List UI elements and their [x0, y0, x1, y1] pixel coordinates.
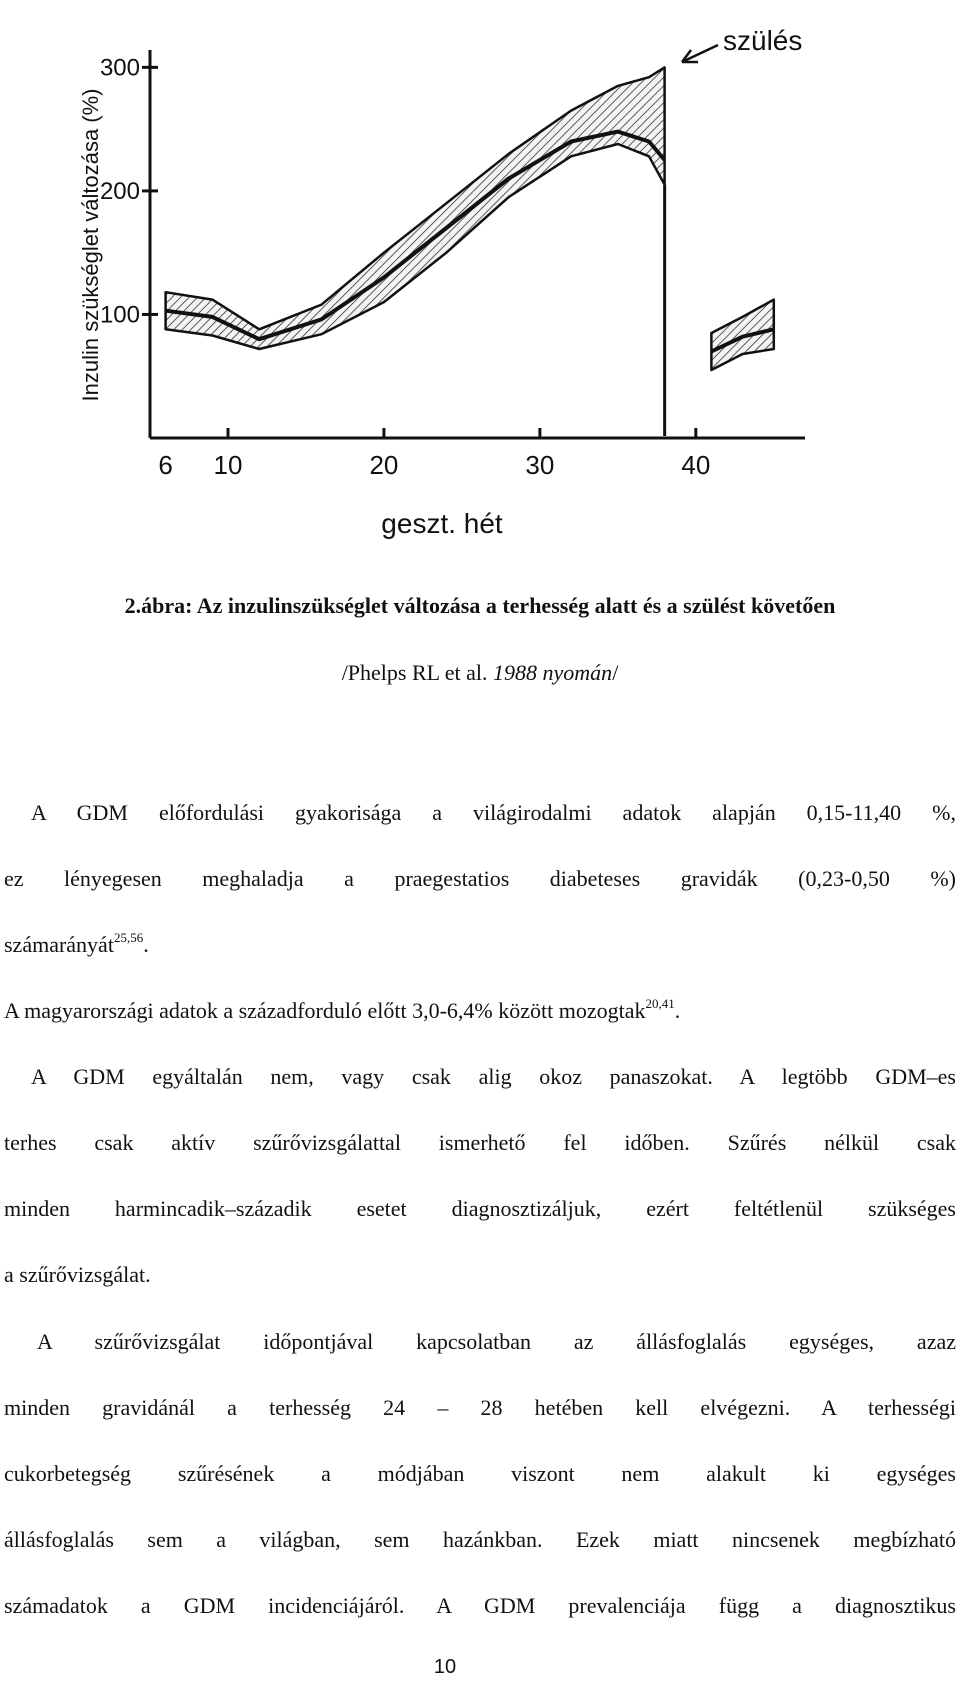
- x-tick-label: 30: [525, 450, 555, 480]
- body-line-text: a szűrővizsgálat.: [4, 1262, 151, 1287]
- citation-superscript: 25,56: [113, 929, 144, 945]
- body-line: [4, 1463, 956, 1485]
- body-line-text: ez lényegesen meghaladja a praegestatios diabeteses gravidák (0,23-0,50 %): [4, 866, 956, 891]
- body-line: [4, 1397, 956, 1419]
- chart-canvas: [70, 0, 890, 560]
- body-line-end: .: [143, 932, 149, 957]
- body-line-text: terhes csak aktív szűrővizsgálattal ismerhető fel időben. Szűrés nélkül csak: [4, 1130, 956, 1155]
- body-line-text: állásfoglalás sem a világban, sem hazánkban. Ezek miatt nincsenek megbízható: [4, 1527, 956, 1552]
- citation-superscript: 20,41: [645, 995, 675, 1011]
- body-line: [4, 1595, 956, 1617]
- x-tick-label: 10: [213, 450, 243, 480]
- body-line-text: minden harmincadik–századik esetet diagnosztizáljuk, ezért feltétlenül szükséges: [4, 1196, 956, 1221]
- y-tick-label: 200: [99, 177, 140, 205]
- band-pregnancy: [166, 67, 665, 349]
- body-line-end: .: [674, 998, 681, 1023]
- birth-arrow: [682, 45, 718, 62]
- body-line-text: minden gravidánál a terhesség 24 – 28 hetében kell elvégezni. A terhességi: [4, 1395, 956, 1420]
- body-line: [4, 929, 956, 957]
- figure-source: [0, 660, 960, 686]
- figure-caption: 2.ábra: Az inzulinszükséglet változása a terhesség alatt és a szülést követően: [124, 593, 836, 618]
- body-line-text: A GDM egyáltalán nem, vagy csak alig okoz panaszokat. A legtöbb GDM–es: [31, 1064, 956, 1089]
- body-line-text: számarányát: [4, 932, 114, 957]
- body-line: [4, 868, 956, 890]
- body-line: [31, 802, 956, 824]
- body-line: [4, 995, 956, 1023]
- y-axis-label: Inzulin szükséglet változása (%): [78, 88, 103, 402]
- insulin-requirement-chart: [70, 0, 890, 560]
- y-tick-label: 100: [99, 301, 140, 329]
- body-line: [4, 1264, 956, 1286]
- body-line-text: számadatok a GDM incidenciájáról. A GDM prevalenciája függ a diagnosztikus: [4, 1593, 956, 1618]
- source-italic: 1988 nyomán: [493, 660, 613, 685]
- body-line: [4, 1198, 956, 1220]
- page-number: 10: [433, 1656, 457, 1678]
- x-tick-label: 20: [369, 450, 399, 480]
- body-line: [37, 1331, 956, 1353]
- body-line: [31, 1066, 956, 1088]
- body-line-text: A szűrővizsgálat időpontjával kapcsolatban az állásfoglalás egységes, azaz: [37, 1329, 956, 1354]
- source-suffix: /: [612, 660, 619, 685]
- body-line: [4, 1529, 956, 1551]
- body-line: [4, 1132, 956, 1154]
- birth-annotation: szülés: [723, 25, 803, 56]
- x-axis-label: geszt. hét: [381, 508, 503, 539]
- source-prefix: /Phelps RL et al.: [341, 660, 494, 685]
- body-line-text: A GDM előfordulási gyakorisága a világirodalmi adatok alapján 0,15-11,40 %,: [31, 800, 956, 825]
- x-tick-label: 6: [158, 450, 173, 480]
- x-tick-label: 40: [681, 450, 711, 480]
- y-tick-label: 300: [99, 54, 140, 82]
- body-line-text: cukorbetegség szűrésének a módjában viszont nem alakult ki egységes: [4, 1461, 956, 1486]
- body-line-text: A magyarországi adatok a századforduló előtt 3,0-6,4% között mozogtak: [4, 998, 646, 1023]
